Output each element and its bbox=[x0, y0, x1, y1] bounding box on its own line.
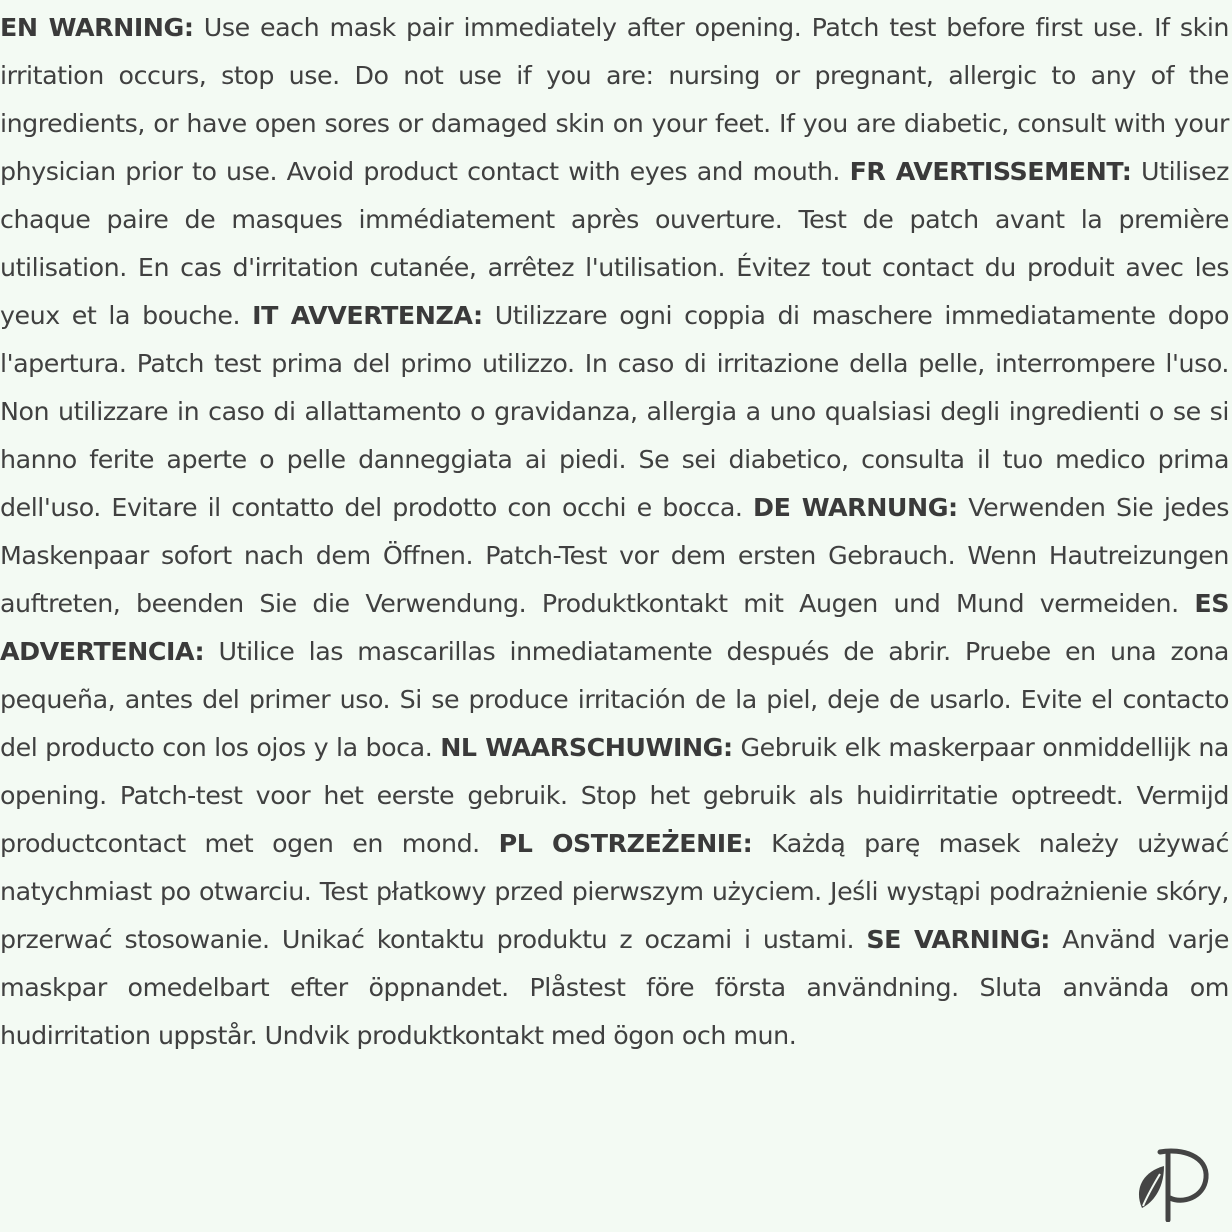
warning-label-es: ES ADVERTENCIA: bbox=[0, 589, 1229, 666]
warning-text-se: Använd varje maskpar omedelbart efter öppnandet. Plåstest före första användning. Sluta använda om hudirritation uppstår. Undvik produktkontakt med ögon och mun. bbox=[0, 925, 1229, 1050]
brand-logo-icon bbox=[1130, 1138, 1214, 1222]
warning-label-en: EN WARNING: bbox=[0, 13, 194, 42]
warning-it bbox=[0, 301, 1229, 522]
warning-text-nl: Gebruik elk maskerpaar onmiddellijk na opening. Patch-test voor het eerste gebruik. Stop het gebruik als huidirritatie optreedt. Vermijd productcontact met ogen en mond. bbox=[0, 733, 1229, 858]
warning-text-pl: Każdą parę masek należy używać natychmiast po otwarciu. Test płatkowy przed pierwszym użyciem. Jeśli wystąpi podrażnienie skóry, przerwać stosowanie. Unikać kontaktu produktu z oczami i ustami. bbox=[0, 829, 1229, 954]
warning-label-nl: NL WAARSCHUWING: bbox=[440, 733, 733, 762]
warning-text-de: Verwenden Sie jedes Maskenpaar sofort nach dem Öffnen. Patch-Test vor dem ersten Gebrauch. Wenn Hautreizungen auftreten, beenden Sie die Verwendung. Produktkontakt mit Augen und Mund vermeiden. bbox=[0, 493, 1229, 618]
warning-label-de: DE WARNUNG: bbox=[753, 493, 958, 522]
warning-text-fr: Utilisez chaque paire de masques immédiatement après ouverture. Test de patch avant la première utilisation. En cas d'irritation cutanée, arrêtez l'utilisation. Évitez tout contact du produit avec les yeux et la bouche. bbox=[0, 157, 1229, 330]
warning-label-se: SE VARNING: bbox=[866, 925, 1050, 954]
multilingual-warning-text bbox=[0, 4, 1229, 1060]
warning-label-pl: PL OSTRZEŻENIE: bbox=[498, 829, 753, 858]
warning-label-fr: FR AVERTISSEMENT: bbox=[849, 157, 1132, 186]
warning-text-it: Utilizzare ogni coppia di maschere immediatamente dopo l'apertura. Patch test prima del primo utilizzo. In caso di irritazione della pelle, interrompere l'uso. Non utilizzare in caso di allattamento o gravidanza, allergia a uno qualsiasi degli ingredienti o se si hanno ferite aperte o pelle danneggiata ai piedi. Se sei diabetico, consulta il tuo medico prima dell'uso. Evitare il contatto del prodotto con occhi e bocca. bbox=[0, 301, 1229, 522]
warning-text-es: Utilice las mascarillas inmediatamente después de abrir. Pruebe en una zona pequeña, antes del primer uso. Si se produce irritación de la piel, deje de usarlo. Evite el contacto del producto con los ojos y la boca. bbox=[0, 637, 1229, 762]
warning-text-en: Use each mask pair immediately after opening. Patch test before first use. If skin irritation occurs, stop use. Do not use if you are: nursing or pregnant, allergic to any of the ingredients, or have open sores or damaged skin on your feet. If you are diabetic, consult with your physician prior to use. Avoid product contact with eyes and mouth. bbox=[0, 13, 1229, 186]
warning-label-it: IT AVVERTENZA: bbox=[252, 301, 483, 330]
